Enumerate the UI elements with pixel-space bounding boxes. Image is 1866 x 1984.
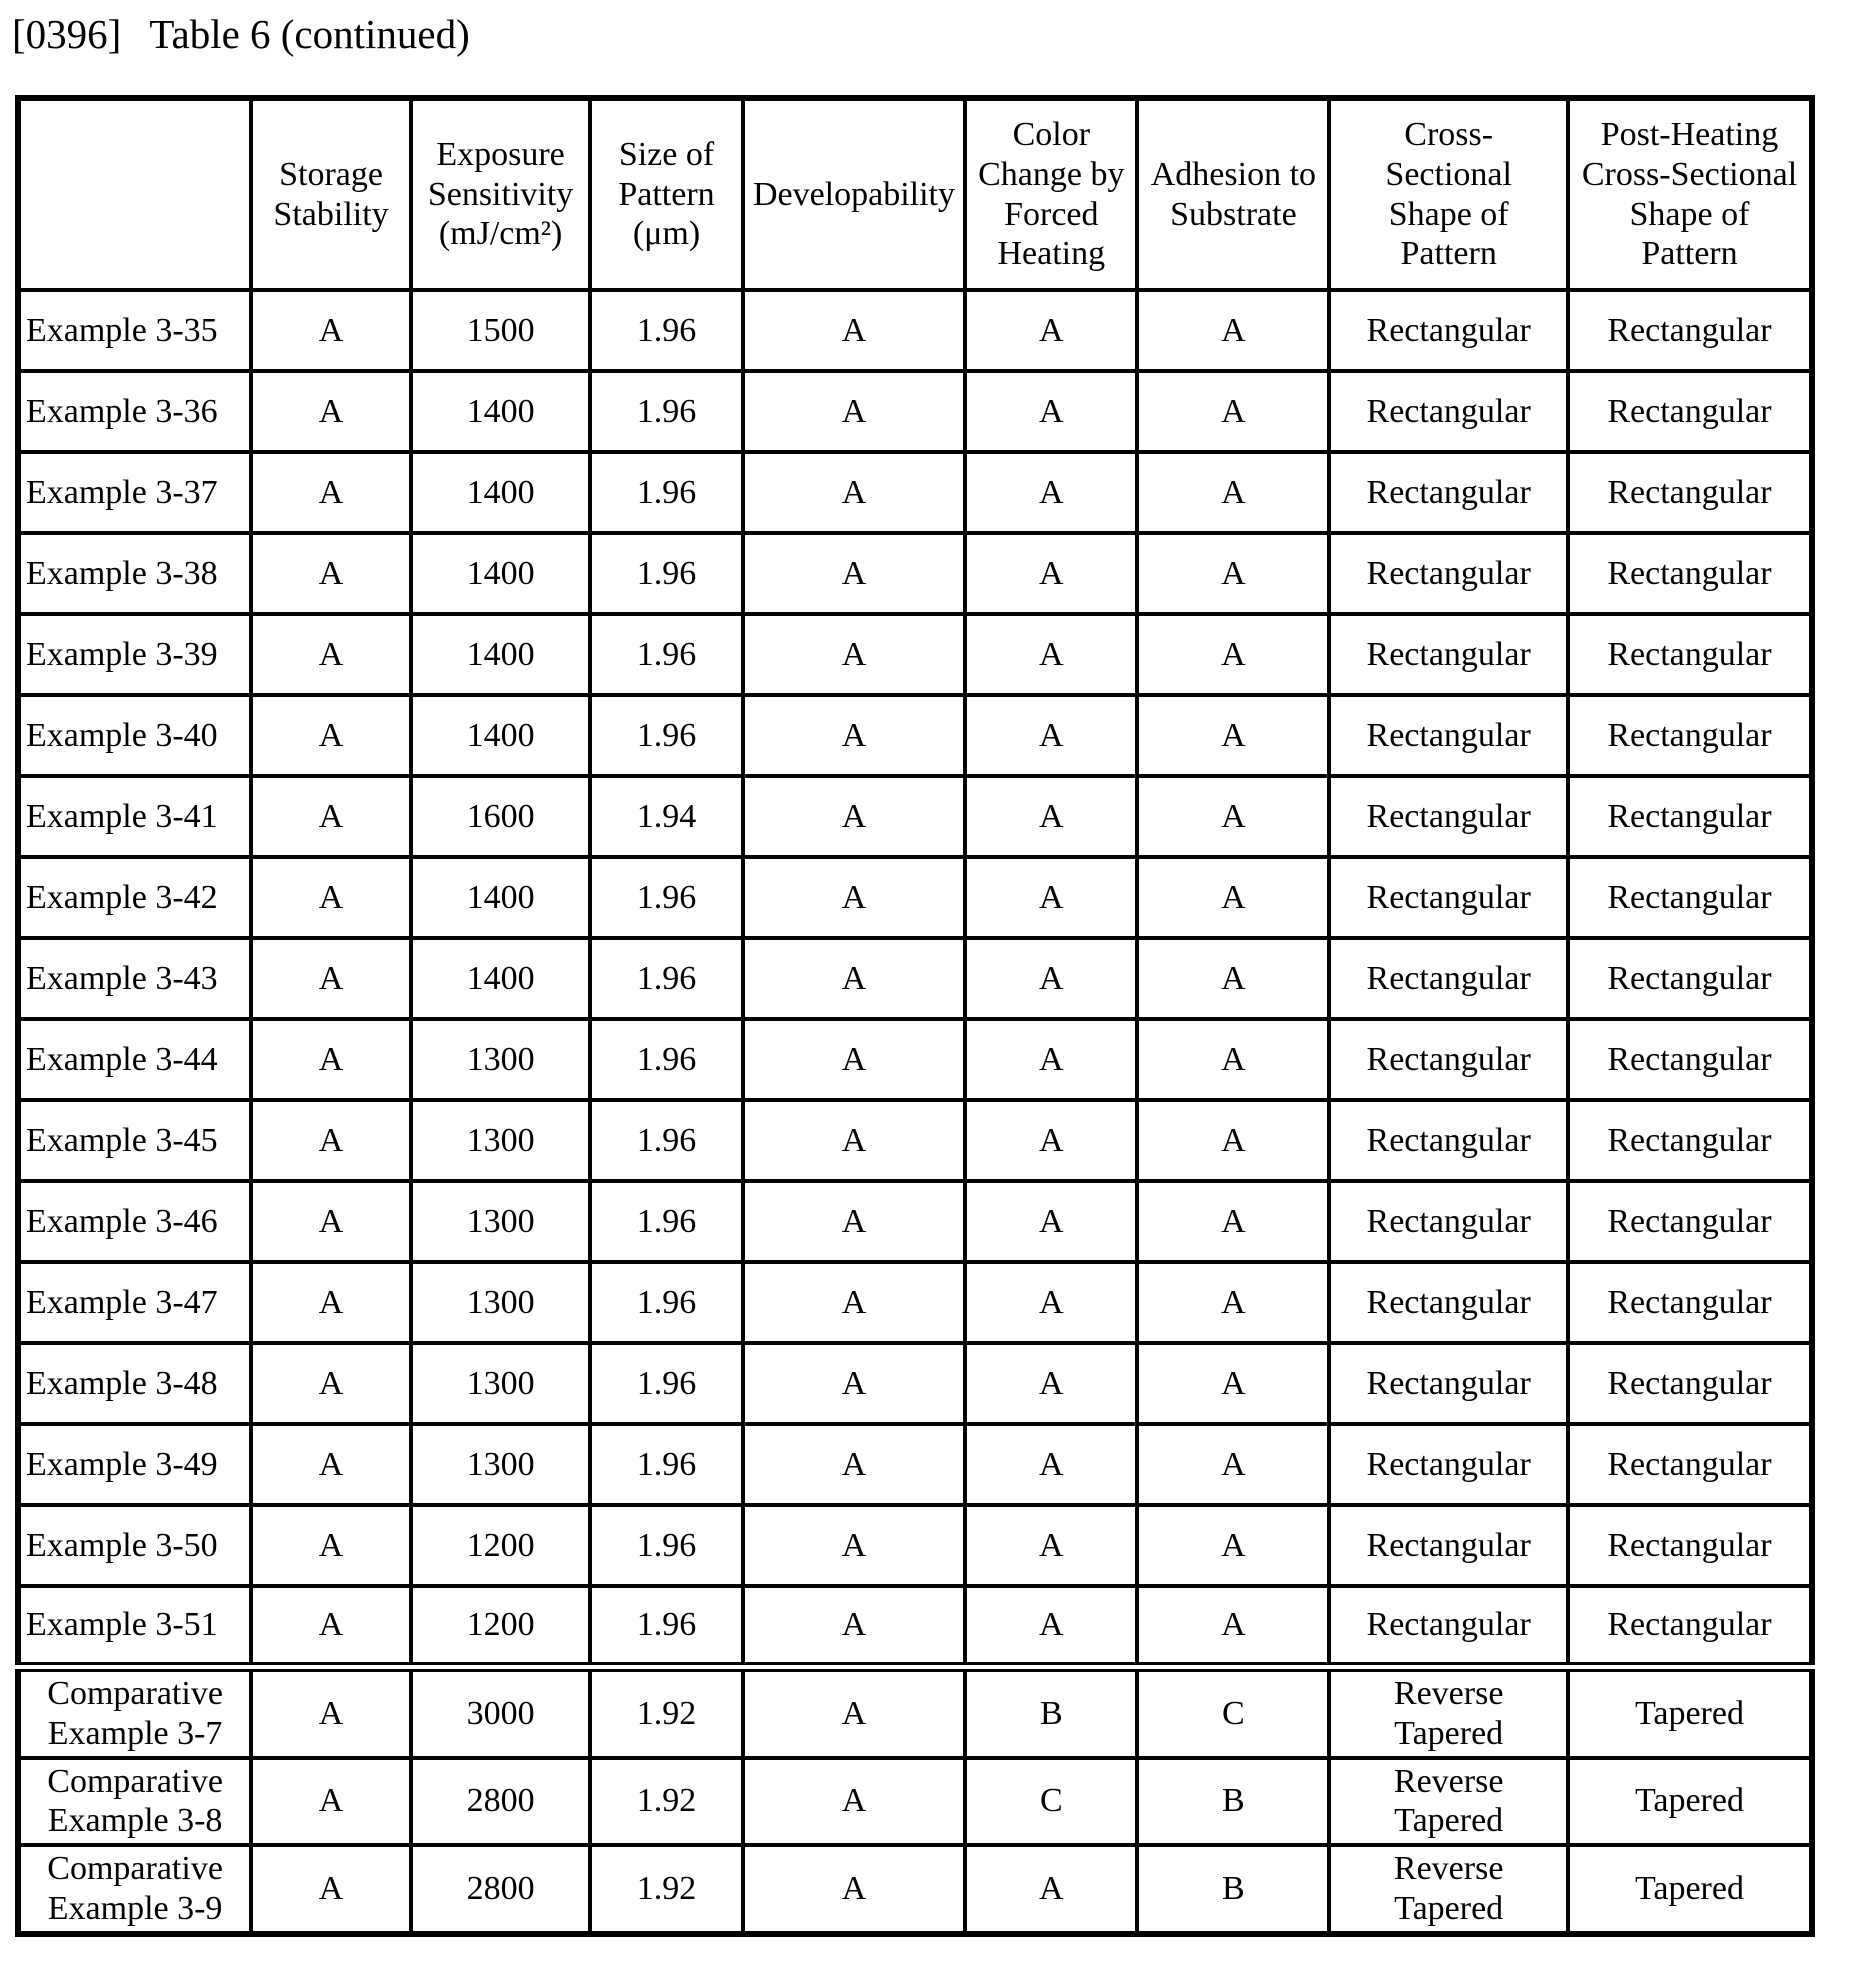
cell-color-change-by-forced-heating: A — [965, 1019, 1137, 1100]
cell-storage-stability: A — [251, 695, 411, 776]
cell-color-change-by-forced-heating: A — [965, 614, 1137, 695]
cell-color-change-by-forced-heating: A — [965, 371, 1137, 452]
cell-adhesion-to-substrate: A — [1137, 776, 1329, 857]
cell-post-heating-cross-sectional-shape-of-pattern: Rectangular — [1568, 1019, 1812, 1100]
cell-developability: A — [743, 1019, 965, 1100]
row-label: Example 3-48 — [18, 1343, 251, 1424]
row-label: Example 3-35 — [18, 290, 251, 371]
cell-cross-sectional-shape-of-pattern: Rectangular — [1329, 1343, 1568, 1424]
row-label: Example 3-36 — [18, 371, 251, 452]
cell-size-of-pattern: 1.92 — [590, 1845, 742, 1934]
cell-cross-sectional-shape-of-pattern: Rectangular — [1329, 938, 1568, 1019]
cell-post-heating-cross-sectional-shape-of-pattern: Rectangular — [1568, 371, 1812, 452]
cell-post-heating-cross-sectional-shape-of-pattern: Tapered — [1568, 1667, 1812, 1758]
row-label: Example 3-40 — [18, 695, 251, 776]
cell-cross-sectional-shape-of-pattern: Rectangular — [1329, 1100, 1568, 1181]
table-row-example — [18, 1019, 1812, 1100]
row-label: Example 3-41 — [18, 776, 251, 857]
table-row-example — [18, 290, 1812, 371]
table-row-example — [18, 371, 1812, 452]
cell-adhesion-to-substrate: A — [1137, 1100, 1329, 1181]
cell-color-change-by-forced-heating: A — [965, 938, 1137, 1019]
cell-developability: A — [743, 533, 965, 614]
cell-cross-sectional-shape-of-pattern: Rectangular — [1329, 1424, 1568, 1505]
cell-adhesion-to-substrate: A — [1137, 1019, 1329, 1100]
column-header-row-label — [18, 98, 251, 290]
row-label: Comparative Example 3-8 — [18, 1758, 251, 1846]
cell-cross-sectional-shape-of-pattern: Reverse Tapered — [1329, 1845, 1568, 1934]
cell-size-of-pattern: 1.92 — [590, 1667, 742, 1758]
cell-storage-stability: A — [251, 1019, 411, 1100]
table-row-example — [18, 857, 1812, 938]
cell-adhesion-to-substrate: C — [1137, 1667, 1329, 1758]
cell-size-of-pattern: 1.96 — [590, 533, 742, 614]
cell-adhesion-to-substrate: A — [1137, 857, 1329, 938]
cell-post-heating-cross-sectional-shape-of-pattern: Rectangular — [1568, 614, 1812, 695]
column-header-color-change-by-forced-heating: Color Change by Forced Heating — [965, 98, 1137, 290]
cell-post-heating-cross-sectional-shape-of-pattern: Rectangular — [1568, 695, 1812, 776]
cell-color-change-by-forced-heating: C — [965, 1758, 1137, 1846]
row-label: Example 3-38 — [18, 533, 251, 614]
cell-adhesion-to-substrate: A — [1137, 1424, 1329, 1505]
column-header-cross-sectional-shape-of-pattern: Cross- Sectional Shape of Pattern — [1329, 98, 1568, 290]
cell-cross-sectional-shape-of-pattern: Rectangular — [1329, 614, 1568, 695]
cell-size-of-pattern: 1.96 — [590, 452, 742, 533]
cell-exposure-sensitivity: 2800 — [411, 1845, 590, 1934]
cell-size-of-pattern: 1.96 — [590, 1262, 742, 1343]
cell-developability: A — [743, 1845, 965, 1934]
cell-color-change-by-forced-heating: A — [965, 1424, 1137, 1505]
cell-storage-stability: A — [251, 1262, 411, 1343]
cell-post-heating-cross-sectional-shape-of-pattern: Rectangular — [1568, 1262, 1812, 1343]
cell-size-of-pattern: 1.94 — [590, 776, 742, 857]
cell-size-of-pattern: 1.92 — [590, 1758, 742, 1846]
cell-color-change-by-forced-heating: B — [965, 1667, 1137, 1758]
cell-storage-stability: A — [251, 614, 411, 695]
cell-color-change-by-forced-heating: A — [965, 1586, 1137, 1667]
cell-exposure-sensitivity: 1400 — [411, 695, 590, 776]
cell-developability: A — [743, 1343, 965, 1424]
cell-size-of-pattern: 1.96 — [590, 290, 742, 371]
cell-developability: A — [743, 1424, 965, 1505]
cell-storage-stability: A — [251, 1758, 411, 1846]
cell-adhesion-to-substrate: A — [1137, 1343, 1329, 1424]
cell-adhesion-to-substrate: A — [1137, 614, 1329, 695]
cell-size-of-pattern: 1.96 — [590, 1505, 742, 1586]
cell-adhesion-to-substrate: A — [1137, 1586, 1329, 1667]
cell-cross-sectional-shape-of-pattern: Rectangular — [1329, 1505, 1568, 1586]
cell-storage-stability: A — [251, 857, 411, 938]
cell-adhesion-to-substrate: A — [1137, 1181, 1329, 1262]
cell-storage-stability: A — [251, 776, 411, 857]
cell-size-of-pattern: 1.96 — [590, 857, 742, 938]
row-label: Example 3-42 — [18, 857, 251, 938]
cell-color-change-by-forced-heating: A — [965, 290, 1137, 371]
cell-exposure-sensitivity: 1200 — [411, 1586, 590, 1667]
cell-color-change-by-forced-heating: A — [965, 1181, 1137, 1262]
cell-exposure-sensitivity: 1300 — [411, 1343, 590, 1424]
cell-post-heating-cross-sectional-shape-of-pattern: Rectangular — [1568, 1181, 1812, 1262]
cell-exposure-sensitivity: 1400 — [411, 614, 590, 695]
cell-developability: A — [743, 1505, 965, 1586]
table-header — [18, 98, 1812, 290]
row-label: Example 3-39 — [18, 614, 251, 695]
cell-exposure-sensitivity: 1300 — [411, 1181, 590, 1262]
cell-adhesion-to-substrate: B — [1137, 1758, 1329, 1846]
table-row-example — [18, 1343, 1812, 1424]
cell-post-heating-cross-sectional-shape-of-pattern: Rectangular — [1568, 290, 1812, 371]
table-row-comparative-example — [18, 1667, 1812, 1758]
cell-exposure-sensitivity: 1600 — [411, 776, 590, 857]
cell-post-heating-cross-sectional-shape-of-pattern: Rectangular — [1568, 1505, 1812, 1586]
table-row-comparative-example — [18, 1758, 1812, 1846]
cell-cross-sectional-shape-of-pattern: Rectangular — [1329, 695, 1568, 776]
table-row-example — [18, 938, 1812, 1019]
cell-exposure-sensitivity: 3000 — [411, 1667, 590, 1758]
table-title: Table 6 (continued) — [149, 11, 470, 57]
cell-developability: A — [743, 1181, 965, 1262]
cell-color-change-by-forced-heating: A — [965, 1343, 1137, 1424]
cell-adhesion-to-substrate: A — [1137, 1505, 1329, 1586]
cell-cross-sectional-shape-of-pattern: Reverse Tapered — [1329, 1758, 1568, 1846]
cell-developability: A — [743, 1262, 965, 1343]
cell-cross-sectional-shape-of-pattern: Rectangular — [1329, 290, 1568, 371]
cell-storage-stability: A — [251, 1343, 411, 1424]
cell-developability: A — [743, 290, 965, 371]
cell-storage-stability: A — [251, 452, 411, 533]
cell-post-heating-cross-sectional-shape-of-pattern: Rectangular — [1568, 776, 1812, 857]
cell-exposure-sensitivity: 1400 — [411, 371, 590, 452]
cell-post-heating-cross-sectional-shape-of-pattern: Rectangular — [1568, 1586, 1812, 1667]
column-header-size-of-pattern: Size of Pattern (μm) — [590, 98, 742, 290]
cell-cross-sectional-shape-of-pattern: Rectangular — [1329, 1586, 1568, 1667]
table-row-example — [18, 452, 1812, 533]
cell-storage-stability: A — [251, 1667, 411, 1758]
cell-cross-sectional-shape-of-pattern: Rectangular — [1329, 371, 1568, 452]
cell-exposure-sensitivity: 1200 — [411, 1505, 590, 1586]
column-header-adhesion-to-substrate: Adhesion to Substrate — [1137, 98, 1329, 290]
cell-storage-stability: A — [251, 1845, 411, 1934]
cell-post-heating-cross-sectional-shape-of-pattern: Rectangular — [1568, 938, 1812, 1019]
cell-developability: A — [743, 857, 965, 938]
cell-adhesion-to-substrate: B — [1137, 1845, 1329, 1934]
cell-exposure-sensitivity: 1400 — [411, 857, 590, 938]
cell-size-of-pattern: 1.96 — [590, 371, 742, 452]
cell-storage-stability: A — [251, 938, 411, 1019]
cell-storage-stability: A — [251, 533, 411, 614]
cell-cross-sectional-shape-of-pattern: Rectangular — [1329, 533, 1568, 614]
cell-exposure-sensitivity: 1400 — [411, 452, 590, 533]
page-title — [12, 12, 470, 57]
table-row-example — [18, 1181, 1812, 1262]
table-row-comparative-example — [18, 1845, 1812, 1934]
column-header-exposure-sensitivity: Exposure Sensitivity (mJ/cm²) — [411, 98, 590, 290]
cell-post-heating-cross-sectional-shape-of-pattern: Rectangular — [1568, 857, 1812, 938]
row-label: Example 3-44 — [18, 1019, 251, 1100]
cell-cross-sectional-shape-of-pattern: Rectangular — [1329, 1181, 1568, 1262]
cell-exposure-sensitivity: 1300 — [411, 1100, 590, 1181]
cell-cross-sectional-shape-of-pattern: Rectangular — [1329, 857, 1568, 938]
cell-exposure-sensitivity: 1500 — [411, 290, 590, 371]
paragraph-number: [0396] — [12, 11, 122, 57]
cell-cross-sectional-shape-of-pattern: Rectangular — [1329, 776, 1568, 857]
cell-storage-stability: A — [251, 1505, 411, 1586]
cell-cross-sectional-shape-of-pattern: Rectangular — [1329, 1019, 1568, 1100]
table-row-example — [18, 533, 1812, 614]
cell-color-change-by-forced-heating: A — [965, 452, 1137, 533]
cell-color-change-by-forced-heating: A — [965, 695, 1137, 776]
table-row-example — [18, 1262, 1812, 1343]
cell-size-of-pattern: 1.96 — [590, 1019, 742, 1100]
cell-post-heating-cross-sectional-shape-of-pattern: Rectangular — [1568, 1343, 1812, 1424]
cell-color-change-by-forced-heating: A — [965, 1845, 1137, 1934]
cell-storage-stability: A — [251, 1181, 411, 1262]
cell-developability: A — [743, 371, 965, 452]
cell-exposure-sensitivity: 1400 — [411, 533, 590, 614]
cell-size-of-pattern: 1.96 — [590, 1424, 742, 1505]
column-header-storage-stability: Storage Stability — [251, 98, 411, 290]
cell-size-of-pattern: 1.96 — [590, 614, 742, 695]
cell-storage-stability: A — [251, 290, 411, 371]
cell-exposure-sensitivity: 1400 — [411, 938, 590, 1019]
cell-adhesion-to-substrate: A — [1137, 695, 1329, 776]
cell-exposure-sensitivity: 2800 — [411, 1758, 590, 1846]
table-row-example — [18, 1100, 1812, 1181]
cell-developability: A — [743, 695, 965, 776]
cell-post-heating-cross-sectional-shape-of-pattern: Tapered — [1568, 1758, 1812, 1846]
cell-color-change-by-forced-heating: A — [965, 776, 1137, 857]
cell-color-change-by-forced-heating: A — [965, 533, 1137, 614]
row-label: Example 3-49 — [18, 1424, 251, 1505]
cell-post-heating-cross-sectional-shape-of-pattern: Tapered — [1568, 1845, 1812, 1934]
table-row-example — [18, 695, 1812, 776]
cell-size-of-pattern: 1.96 — [590, 1586, 742, 1667]
cell-size-of-pattern: 1.96 — [590, 1181, 742, 1262]
cell-exposure-sensitivity: 1300 — [411, 1019, 590, 1100]
table-row-example — [18, 1586, 1812, 1667]
cell-storage-stability: A — [251, 1586, 411, 1667]
results-table — [15, 95, 1815, 1937]
column-header-post-heating-cross-sectional-shape-of-pattern: Post-Heating Cross-Sectional Shape of Pattern — [1568, 98, 1812, 290]
cell-adhesion-to-substrate: A — [1137, 1262, 1329, 1343]
cell-size-of-pattern: 1.96 — [590, 938, 742, 1019]
cell-developability: A — [743, 1586, 965, 1667]
cell-adhesion-to-substrate: A — [1137, 452, 1329, 533]
cell-post-heating-cross-sectional-shape-of-pattern: Rectangular — [1568, 452, 1812, 533]
row-label: Example 3-43 — [18, 938, 251, 1019]
cell-adhesion-to-substrate: A — [1137, 371, 1329, 452]
table-row-example — [18, 776, 1812, 857]
cell-exposure-sensitivity: 1300 — [411, 1262, 590, 1343]
cell-cross-sectional-shape-of-pattern: Rectangular — [1329, 452, 1568, 533]
cell-developability: A — [743, 1667, 965, 1758]
cell-color-change-by-forced-heating: A — [965, 857, 1137, 938]
table-body — [18, 290, 1812, 1934]
cell-developability: A — [743, 614, 965, 695]
cell-cross-sectional-shape-of-pattern: Rectangular — [1329, 1262, 1568, 1343]
row-label: Example 3-47 — [18, 1262, 251, 1343]
cell-size-of-pattern: 1.96 — [590, 1343, 742, 1424]
table-row-example — [18, 1505, 1812, 1586]
cell-developability: A — [743, 776, 965, 857]
cell-post-heating-cross-sectional-shape-of-pattern: Rectangular — [1568, 1100, 1812, 1181]
table-row-example — [18, 614, 1812, 695]
column-header-developability: Developability — [743, 98, 965, 290]
cell-size-of-pattern: 1.96 — [590, 695, 742, 776]
cell-color-change-by-forced-heating: A — [965, 1505, 1137, 1586]
row-label: Comparative Example 3-7 — [18, 1667, 251, 1758]
cell-cross-sectional-shape-of-pattern: Reverse Tapered — [1329, 1667, 1568, 1758]
cell-color-change-by-forced-heating: A — [965, 1262, 1137, 1343]
row-label: Example 3-37 — [18, 452, 251, 533]
cell-post-heating-cross-sectional-shape-of-pattern: Rectangular — [1568, 533, 1812, 614]
row-label: Example 3-51 — [18, 1586, 251, 1667]
row-label: Example 3-45 — [18, 1100, 251, 1181]
cell-developability: A — [743, 938, 965, 1019]
cell-developability: A — [743, 1758, 965, 1846]
cell-adhesion-to-substrate: A — [1137, 533, 1329, 614]
row-label: Example 3-46 — [18, 1181, 251, 1262]
table-row-example — [18, 1424, 1812, 1505]
cell-developability: A — [743, 452, 965, 533]
row-label: Comparative Example 3-9 — [18, 1845, 251, 1934]
cell-adhesion-to-substrate: A — [1137, 938, 1329, 1019]
cell-developability: A — [743, 1100, 965, 1181]
row-label: Example 3-50 — [18, 1505, 251, 1586]
header-row — [18, 98, 1812, 290]
cell-exposure-sensitivity: 1300 — [411, 1424, 590, 1505]
cell-storage-stability: A — [251, 1100, 411, 1181]
cell-adhesion-to-substrate: A — [1137, 290, 1329, 371]
cell-color-change-by-forced-heating: A — [965, 1100, 1137, 1181]
cell-storage-stability: A — [251, 1424, 411, 1505]
cell-storage-stability: A — [251, 371, 411, 452]
cell-post-heating-cross-sectional-shape-of-pattern: Rectangular — [1568, 1424, 1812, 1505]
cell-size-of-pattern: 1.96 — [590, 1100, 742, 1181]
